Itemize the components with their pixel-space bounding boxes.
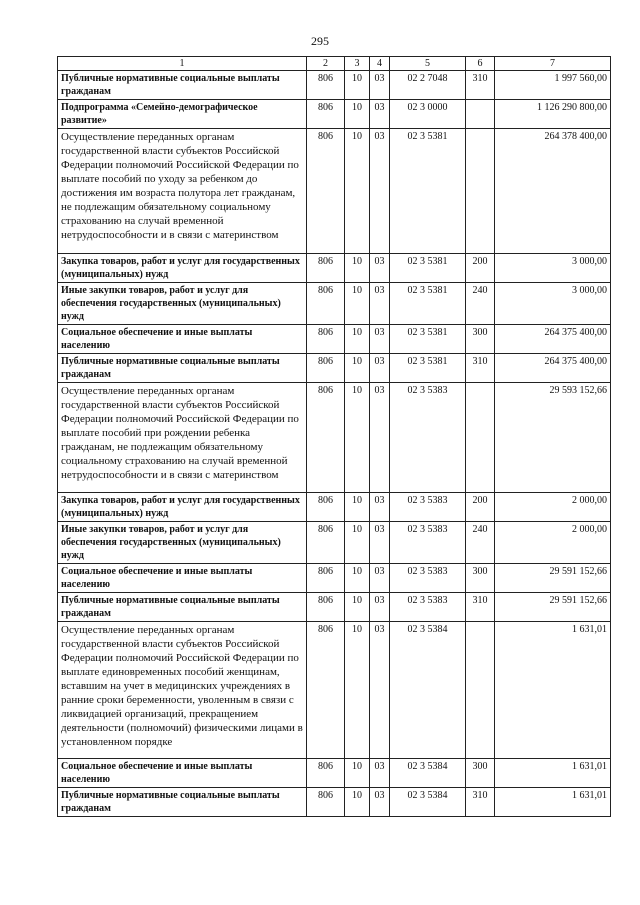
row-amount: 264 378 400,00 <box>495 129 611 254</box>
row-target-article: 02 3 5381 <box>390 354 466 383</box>
row-target-article: 02 3 5381 <box>390 325 466 354</box>
row-ministry-code: 806 <box>307 254 345 283</box>
row-target-article: 02 3 5383 <box>390 564 466 593</box>
row-target-article: 02 3 5381 <box>390 129 466 254</box>
row-subsection-code: 03 <box>370 129 390 254</box>
row-amount: 1 631,01 <box>495 622 611 759</box>
row-amount: 264 375 400,00 <box>495 325 611 354</box>
row-section-code: 10 <box>345 129 370 254</box>
row-target-article: 02 3 5383 <box>390 522 466 564</box>
row-ministry-code: 806 <box>307 283 345 325</box>
table-row <box>58 759 611 788</box>
table-row <box>58 129 611 254</box>
row-target-article: 02 2 7048 <box>390 71 466 100</box>
row-target-article: 02 3 0000 <box>390 100 466 129</box>
row-section-code: 10 <box>345 283 370 325</box>
table-row <box>58 71 611 100</box>
row-section-code: 10 <box>345 493 370 522</box>
row-expense-type: 240 <box>466 522 495 564</box>
row-ministry-code: 806 <box>307 788 345 817</box>
row-target-article: 02 3 5384 <box>390 622 466 759</box>
column-header: 1 <box>58 57 307 71</box>
table-row <box>58 283 611 325</box>
table-header-row <box>58 57 611 71</box>
row-expense-type: 300 <box>466 325 495 354</box>
row-section-code: 10 <box>345 71 370 100</box>
row-ministry-code: 806 <box>307 522 345 564</box>
row-amount: 1 631,01 <box>495 759 611 788</box>
row-section-code: 10 <box>345 564 370 593</box>
row-expense-type: 310 <box>466 788 495 817</box>
table-row <box>58 354 611 383</box>
row-subsection-code: 03 <box>370 71 390 100</box>
row-subsection-code: 03 <box>370 354 390 383</box>
row-name: Иные закупки товаров, работ и услуг для обеспечения государственных (муниципальных) нужд <box>58 283 307 325</box>
row-name: Публичные нормативные социальные выплаты гражданам <box>58 593 307 622</box>
row-amount: 1 997 560,00 <box>495 71 611 100</box>
row-name: Публичные нормативные социальные выплаты гражданам <box>58 788 307 817</box>
row-subsection-code: 03 <box>370 254 390 283</box>
row-subsection-code: 03 <box>370 283 390 325</box>
table-row <box>58 622 611 759</box>
row-amount: 1 126 290 800,00 <box>495 100 611 129</box>
row-name: Закупка товаров, работ и услуг для государственных (муниципальных) нужд <box>58 254 307 283</box>
row-subsection-code: 03 <box>370 383 390 493</box>
row-expense-type: 240 <box>466 283 495 325</box>
row-section-code: 10 <box>345 788 370 817</box>
row-amount: 29 593 152,66 <box>495 383 611 493</box>
row-section-code: 10 <box>345 522 370 564</box>
row-amount: 2 000,00 <box>495 493 611 522</box>
table-row <box>58 254 611 283</box>
table-row <box>58 564 611 593</box>
row-subsection-code: 03 <box>370 100 390 129</box>
table-row <box>58 493 611 522</box>
row-name: Социальное обеспечение и иные выплаты населению <box>58 759 307 788</box>
budget-table <box>57 56 611 817</box>
row-expense-type: 300 <box>466 759 495 788</box>
row-ministry-code: 806 <box>307 325 345 354</box>
row-name: Социальное обеспечение и иные выплаты населению <box>58 564 307 593</box>
table-row <box>58 383 611 493</box>
row-ministry-code: 806 <box>307 354 345 383</box>
row-subsection-code: 03 <box>370 788 390 817</box>
column-header: 3 <box>345 57 370 71</box>
row-target-article: 02 3 5383 <box>390 493 466 522</box>
row-amount: 3 000,00 <box>495 254 611 283</box>
table-row <box>58 593 611 622</box>
row-expense-type <box>466 129 495 254</box>
row-target-article: 02 3 5384 <box>390 759 466 788</box>
row-expense-type: 310 <box>466 354 495 383</box>
page-number: 295 <box>311 34 329 48</box>
row-subsection-code: 03 <box>370 593 390 622</box>
row-expense-type: 200 <box>466 254 495 283</box>
row-ministry-code: 806 <box>307 759 345 788</box>
row-expense-type: 200 <box>466 493 495 522</box>
row-expense-type: 310 <box>466 71 495 100</box>
row-target-article: 02 3 5383 <box>390 383 466 493</box>
table-row <box>58 522 611 564</box>
row-expense-type <box>466 100 495 129</box>
row-target-article: 02 3 5381 <box>390 254 466 283</box>
column-header: 2 <box>307 57 345 71</box>
row-name: Осуществление переданных органам государственной власти субъектов Российской Федерации полномочий Российской Федерации по выплате единовременных пособий женщинам, вставшим на учет в медицинских учреждениях в ранние сроки беременности, уволенным в связи с ликвидацией организаций, прекращением деятельности (полномочий) физическими лицами в установленном порядке <box>58 622 307 759</box>
row-target-article: 02 3 5384 <box>390 788 466 817</box>
row-name: Подпрограмма «Семейно-демографическое развитие» <box>58 100 307 129</box>
row-name: Иные закупки товаров, работ и услуг для обеспечения государственных (муниципальных) нужд <box>58 522 307 564</box>
row-section-code: 10 <box>345 254 370 283</box>
row-section-code: 10 <box>345 325 370 354</box>
column-header: 6 <box>466 57 495 71</box>
row-section-code: 10 <box>345 383 370 493</box>
column-header: 4 <box>370 57 390 71</box>
row-amount: 3 000,00 <box>495 283 611 325</box>
row-subsection-code: 03 <box>370 522 390 564</box>
row-section-code: 10 <box>345 622 370 759</box>
row-amount: 264 375 400,00 <box>495 354 611 383</box>
column-header: 7 <box>495 57 611 71</box>
row-amount: 29 591 152,66 <box>495 593 611 622</box>
row-ministry-code: 806 <box>307 71 345 100</box>
row-amount: 1 631,01 <box>495 788 611 817</box>
row-subsection-code: 03 <box>370 325 390 354</box>
row-amount: 29 591 152,66 <box>495 564 611 593</box>
table-row <box>58 100 611 129</box>
row-section-code: 10 <box>345 354 370 383</box>
row-name: Закупка товаров, работ и услуг для государственных (муниципальных) нужд <box>58 493 307 522</box>
row-ministry-code: 806 <box>307 100 345 129</box>
row-name: Публичные нормативные социальные выплаты гражданам <box>58 71 307 100</box>
column-header: 5 <box>390 57 466 71</box>
row-expense-type <box>466 622 495 759</box>
row-subsection-code: 03 <box>370 622 390 759</box>
row-expense-type: 300 <box>466 564 495 593</box>
table-row <box>58 325 611 354</box>
row-subsection-code: 03 <box>370 493 390 522</box>
row-subsection-code: 03 <box>370 759 390 788</box>
row-name: Социальное обеспечение и иные выплаты населению <box>58 325 307 354</box>
row-expense-type <box>466 383 495 493</box>
row-section-code: 10 <box>345 593 370 622</box>
table-row <box>58 788 611 817</box>
row-ministry-code: 806 <box>307 564 345 593</box>
row-amount: 2 000,00 <box>495 522 611 564</box>
row-subsection-code: 03 <box>370 564 390 593</box>
row-target-article: 02 3 5381 <box>390 283 466 325</box>
row-ministry-code: 806 <box>307 493 345 522</box>
row-section-code: 10 <box>345 100 370 129</box>
row-ministry-code: 806 <box>307 622 345 759</box>
row-section-code: 10 <box>345 759 370 788</box>
row-expense-type: 310 <box>466 593 495 622</box>
row-ministry-code: 806 <box>307 383 345 493</box>
row-name: Осуществление переданных органам государственной власти субъектов Российской Федерации полномочий Российской Федерации по выплате пособий по уходу за ребенком до достижения им возраста полутора лет гражданам, не подлежащим обязательному социальному страхованию на случай временной нетрудоспособности и в связи с материнством <box>58 129 307 254</box>
row-target-article: 02 3 5383 <box>390 593 466 622</box>
row-name: Публичные нормативные социальные выплаты гражданам <box>58 354 307 383</box>
row-ministry-code: 806 <box>307 593 345 622</box>
row-name: Осуществление переданных органам государственной власти субъектов Российской Федерации полномочий Российской Федерации по выплате пособий при рождении ребенка гражданам, не подлежащим обязательному социальному страхованию на случай временной нетрудоспособности и в связи с материнством <box>58 383 307 493</box>
row-ministry-code: 806 <box>307 129 345 254</box>
